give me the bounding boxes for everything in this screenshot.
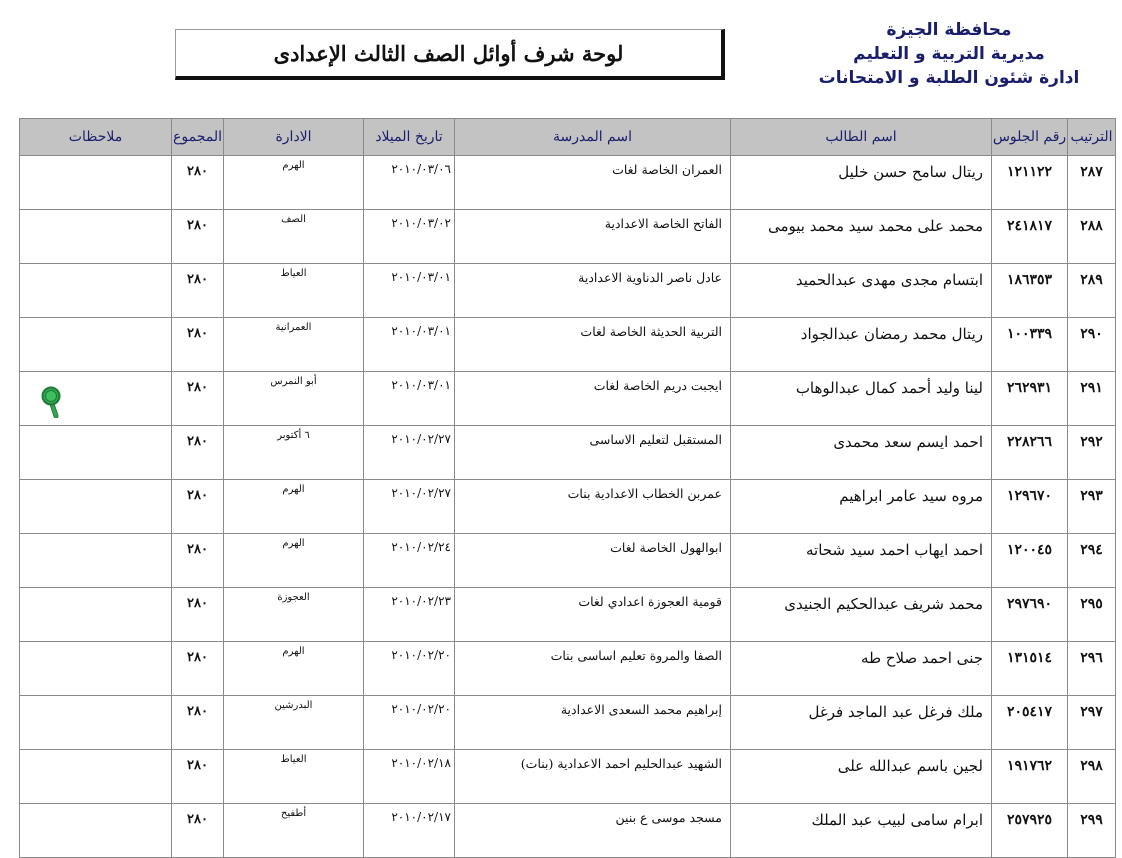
col-header-name: اسم الطالب — [731, 119, 992, 156]
administration-cell: أبو النمرس — [224, 372, 364, 426]
school-name-cell: العمران الخاصة لغات — [455, 156, 731, 210]
organization-header — [790, 18, 1108, 90]
seat-number-cell: ١٩١٧٦٢ — [992, 750, 1068, 804]
total-score-cell: ٢٨٠ — [172, 156, 224, 210]
table-row — [20, 372, 1116, 426]
administration-cell: الهرم — [224, 534, 364, 588]
student-name-cell: ريتال سامح حسن خليل — [731, 156, 992, 210]
administration-cell: العجوزة — [224, 588, 364, 642]
col-header-total: المجموع — [172, 119, 224, 156]
school-name-cell: إبراهيم محمد السعدى الاعدادية — [455, 696, 731, 750]
table-row — [20, 480, 1116, 534]
notes-cell — [20, 588, 172, 642]
rank-cell: ٢٩٢ — [1068, 426, 1116, 480]
rank-cell: ٢٩٧ — [1068, 696, 1116, 750]
school-name-cell: المستقبل لتعليم الاساسى — [455, 426, 731, 480]
birth-date-cell: ٢٠١٠/٠٣/٠٦ — [364, 156, 455, 210]
notes-cell — [20, 156, 172, 210]
school-name-cell: الفاتح الخاصة الاعدادية — [455, 210, 731, 264]
rank-cell: ٢٩٩ — [1068, 804, 1116, 858]
rank-cell: ٢٨٧ — [1068, 156, 1116, 210]
seat-number-cell: ٢٠٥٤١٧ — [992, 696, 1068, 750]
seat-number-cell: ٢٩٧٦٩٠ — [992, 588, 1068, 642]
school-name-cell: ابوالهول الخاصة لغات — [455, 534, 731, 588]
total-score-cell: ٢٨٠ — [172, 426, 224, 480]
document-title: لوحة شرف أوائل الصف الثالث الإعدادى — [273, 40, 624, 66]
table-header-row — [20, 119, 1116, 156]
seat-number-cell: ١٨٦٣٥٣ — [992, 264, 1068, 318]
birth-date-cell: ٢٠١٠/٠٣/٠٢ — [364, 210, 455, 264]
col-header-notes: ملاحظات — [20, 119, 172, 156]
student-name-cell: احمد ايسم سعد محمدى — [731, 426, 992, 480]
birth-date-cell: ٢٠١٠/٠٢/١٧ — [364, 804, 455, 858]
birth-date-cell: ٢٠١٠/٠٢/٢٠ — [364, 642, 455, 696]
school-name-cell: ايجبت دريم الخاصة لغات — [455, 372, 731, 426]
table-row — [20, 588, 1116, 642]
total-score-cell: ٢٨٠ — [172, 804, 224, 858]
student-name-cell: مروه سيد عامر ابراهيم — [731, 480, 992, 534]
rank-cell: ٢٩٣ — [1068, 480, 1116, 534]
administration-cell: الهرم — [224, 480, 364, 534]
school-name-cell: عمربن الخطاب الاعدادية بنات — [455, 480, 731, 534]
total-score-cell: ٢٨٠ — [172, 750, 224, 804]
student-name-cell: ابرام سامى لبيب عبد الملك — [731, 804, 992, 858]
student-name-cell: محمد على محمد سيد محمد بيومى — [731, 210, 992, 264]
notes-cell — [20, 750, 172, 804]
table-row — [20, 210, 1116, 264]
seat-number-cell: ٢٥٧٩٢٥ — [992, 804, 1068, 858]
seat-number-cell: ١٢٠٠٤٥ — [992, 534, 1068, 588]
total-score-cell: ٢٨٠ — [172, 642, 224, 696]
total-score-cell: ٢٨٠ — [172, 696, 224, 750]
administration-cell: الصف — [224, 210, 364, 264]
student-name-cell: ابتسام مجدى مهدى عبدالحميد — [731, 264, 992, 318]
administration-cell: أطفيح — [224, 804, 364, 858]
administration-cell: الهرم — [224, 642, 364, 696]
student-name-cell: محمد شريف عبدالحكيم الجنيدى — [731, 588, 992, 642]
birth-date-cell: ٢٠١٠/٠٢/٢٧ — [364, 480, 455, 534]
table-row — [20, 696, 1116, 750]
school-name-cell: الصفا والمروة تعليم اساسى بنات — [455, 642, 731, 696]
table-row — [20, 642, 1116, 696]
magnifier-icon[interactable] — [41, 386, 67, 418]
total-score-cell: ٢٨٠ — [172, 480, 224, 534]
col-header-admin: الادارة — [224, 119, 364, 156]
notes-cell — [20, 534, 172, 588]
administration-cell: ٦ أكتوبر — [224, 426, 364, 480]
total-score-cell: ٢٨٠ — [172, 534, 224, 588]
org-line-department: ادارة شئون الطلبة و الامتحانات — [818, 68, 1080, 88]
table-row — [20, 534, 1116, 588]
rank-cell: ٢٩٨ — [1068, 750, 1116, 804]
table-row — [20, 264, 1116, 318]
table-row — [20, 804, 1116, 858]
birth-date-cell: ٢٠١٠/٠٣/٠١ — [364, 264, 455, 318]
student-name-cell: لينا وليد أحمد كمال عبدالوهاب — [731, 372, 992, 426]
table-row — [20, 318, 1116, 372]
student-name-cell: لجين باسم عبدالله على — [731, 750, 992, 804]
administration-cell: الهرم — [224, 156, 364, 210]
total-score-cell: ٢٨٠ — [172, 372, 224, 426]
seat-number-cell: ١٠٠٣٣٩ — [992, 318, 1068, 372]
birth-date-cell: ٢٠١٠/٠٣/٠١ — [364, 318, 455, 372]
seat-number-cell: ٢٢٨٢٦٦ — [992, 426, 1068, 480]
birth-date-cell: ٢٠١٠/٠٣/٠١ — [364, 372, 455, 426]
school-name-cell: التربية الحديثة الخاصة لغات — [455, 318, 731, 372]
seat-number-cell: ٢٤١٨١٧ — [992, 210, 1068, 264]
administration-cell: العياط — [224, 750, 364, 804]
table-row — [20, 156, 1116, 210]
school-name-cell: الشهيد عبدالحليم احمد الاعدادية (بنات) — [455, 750, 731, 804]
administration-cell: العياط — [224, 264, 364, 318]
administration-cell: العمرانية — [224, 318, 364, 372]
student-name-cell: جنى احمد صلاح طه — [731, 642, 992, 696]
student-name-cell: ملك فرغل عبد الماجد فرغل — [731, 696, 992, 750]
notes-cell — [20, 426, 172, 480]
notes-cell — [20, 696, 172, 750]
notes-cell — [20, 318, 172, 372]
honor-roll-table — [19, 118, 1116, 858]
col-header-dob: تاريخ الميلاد — [364, 119, 455, 156]
rank-cell: ٢٨٨ — [1068, 210, 1116, 264]
col-header-school: اسم المدرسة — [455, 119, 731, 156]
rank-cell: ٢٩١ — [1068, 372, 1116, 426]
total-score-cell: ٢٨٠ — [172, 318, 224, 372]
birth-date-cell: ٢٠١٠/٠٢/٢٣ — [364, 588, 455, 642]
student-name-cell: احمد ايهاب احمد سيد شحاته — [731, 534, 992, 588]
notes-cell — [20, 480, 172, 534]
birth-date-cell: ٢٠١٠/٠٢/٢٠ — [364, 696, 455, 750]
birth-date-cell: ٢٠١٠/٠٢/١٨ — [364, 750, 455, 804]
table-row — [20, 426, 1116, 480]
notes-cell — [20, 264, 172, 318]
birth-date-cell: ٢٠١٠/٠٢/٢٧ — [364, 426, 455, 480]
school-name-cell: قومية العجوزة اعدادي لغات — [455, 588, 731, 642]
rank-cell: ٢٩٠ — [1068, 318, 1116, 372]
rank-cell: ٢٩٤ — [1068, 534, 1116, 588]
table-row — [20, 750, 1116, 804]
rank-cell: ٢٨٩ — [1068, 264, 1116, 318]
total-score-cell: ٢٨٠ — [172, 210, 224, 264]
total-score-cell: ٢٨٠ — [172, 264, 224, 318]
notes-cell — [20, 210, 172, 264]
org-line-directorate: مديرية التربية و التعليم — [853, 44, 1045, 64]
rank-cell: ٢٩٥ — [1068, 588, 1116, 642]
seat-number-cell: ١٣١٥١٤ — [992, 642, 1068, 696]
student-name-cell: ريتال محمد رمضان عبدالجواد — [731, 318, 992, 372]
notes-cell — [20, 804, 172, 858]
document-title-box — [175, 29, 725, 80]
col-header-rank: الترتيب — [1068, 119, 1116, 156]
total-score-cell: ٢٨٠ — [172, 588, 224, 642]
administration-cell: البدرشين — [224, 696, 364, 750]
school-name-cell: مسجد موسى ع بنين — [455, 804, 731, 858]
notes-cell — [20, 642, 172, 696]
seat-number-cell: ١٢٩٦٧٠ — [992, 480, 1068, 534]
seat-number-cell: ١٢١١٢٢ — [992, 156, 1068, 210]
school-name-cell: عادل ناصر الدناوية الاعدادية — [455, 264, 731, 318]
org-line-governorate: محافظة الجيزة — [886, 20, 1012, 40]
birth-date-cell: ٢٠١٠/٠٢/٢٤ — [364, 534, 455, 588]
seat-number-cell: ٢٦٢٩٣١ — [992, 372, 1068, 426]
col-header-seat: رقم الجلوس — [992, 119, 1068, 156]
rank-cell: ٢٩٦ — [1068, 642, 1116, 696]
